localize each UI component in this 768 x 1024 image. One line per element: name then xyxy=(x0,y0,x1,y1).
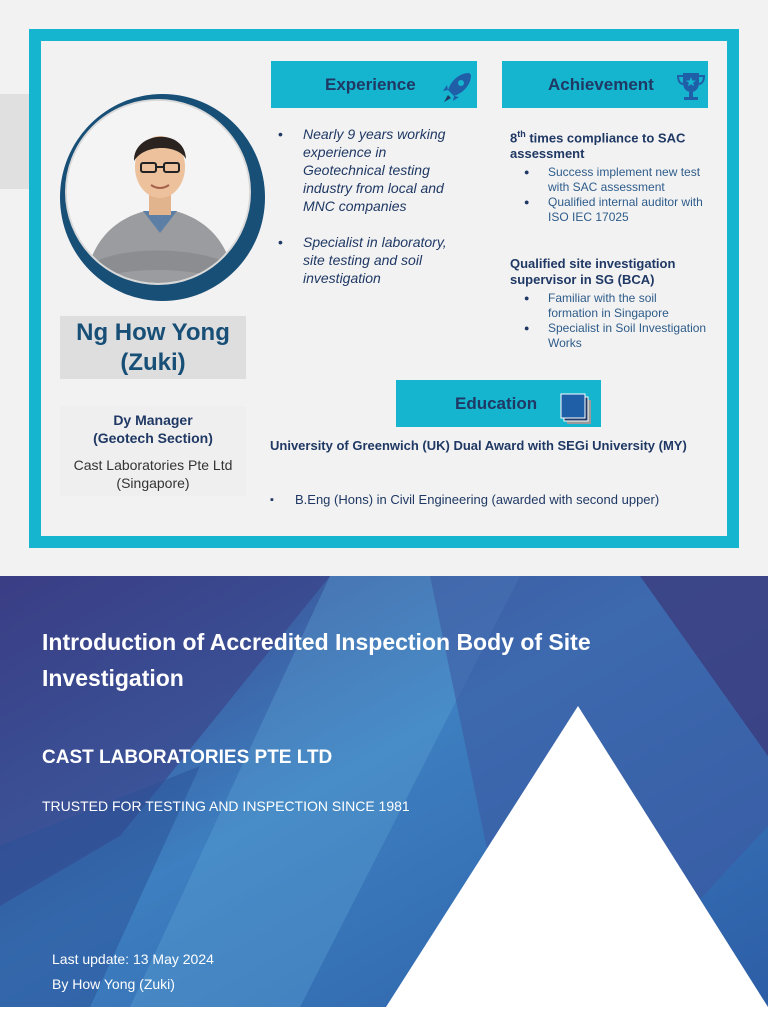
job-title xyxy=(60,411,246,447)
achievement-item: ● Success implement new test with SAC assessment xyxy=(510,165,710,195)
last-update: Last update: 13 May 2024 xyxy=(52,951,214,967)
cover-company: CAST LABORATORIES PTE LTD xyxy=(42,747,333,768)
achievement-header xyxy=(502,61,708,108)
achievement-block-2 xyxy=(510,256,710,351)
achievement-list-2 xyxy=(510,291,710,351)
company-line-2: (Singapore) xyxy=(116,475,190,491)
name-line-2: (Zuki) xyxy=(120,349,186,376)
experience-header-label: Experience xyxy=(325,74,416,94)
achievement-item: ● Specialist in Soil Investigation Works xyxy=(510,321,710,351)
achievement-title-1: 8th times compliance to SAC assessment xyxy=(510,129,686,162)
cover-slide xyxy=(0,576,768,1007)
profile-name xyxy=(60,316,246,379)
job-title-line-2: (Geotech Section) xyxy=(93,430,213,446)
name-line-1: Ng How Yong xyxy=(76,319,230,346)
books-icon xyxy=(559,392,595,426)
experience-item: • Specialist in laboratory, site testing and soil investigation xyxy=(278,233,468,287)
cover-tagline: TRUSTED FOR TESTING AND INSPECTION SINCE 1981 xyxy=(42,798,410,814)
achievement-title-2: Qualified site investigation supervisor in SG (BCA) xyxy=(510,256,676,287)
profile-photo-ring xyxy=(60,94,265,301)
experience-header xyxy=(271,61,477,108)
profile-photo xyxy=(65,99,251,285)
page-bottom-margin xyxy=(0,1007,768,1024)
education-header-label: Education xyxy=(455,393,538,413)
experience-list xyxy=(278,125,468,305)
education-header xyxy=(396,380,601,427)
achievement-item: ● Familiar with the soil formation in Singapore xyxy=(510,291,710,321)
cover-update-info xyxy=(52,947,214,997)
education-degree: ▪ B.Eng (Hons) in Civil Engineering (awarded with second upper) xyxy=(270,491,710,509)
achievement-list-1 xyxy=(510,165,710,225)
achievement-block-1 xyxy=(510,126,710,225)
company-name xyxy=(60,456,246,492)
rocket-icon xyxy=(439,69,475,105)
company-line-1: Cast Laboratories Pte Ltd xyxy=(73,457,233,473)
person-illustration xyxy=(67,101,251,285)
cover-title: Introduction of Accredited Inspection Body of Site Investigation xyxy=(42,629,591,691)
achievement-item: ● Qualified internal auditor with ISO IEC 17025 xyxy=(510,195,710,225)
achievement-header-label: Achievement xyxy=(548,74,654,94)
education-university: University of Greenwich (UK) Dual Award with SEGi University (MY) xyxy=(270,438,687,453)
trophy-icon xyxy=(674,69,708,103)
experience-item: • Nearly 9 years working experience in Geotechnical testing industry from local and MNC companies xyxy=(278,125,468,215)
author: By How Yong (Zuki) xyxy=(52,976,175,992)
job-title-line-1: Dy Manager xyxy=(113,412,193,428)
profile-role xyxy=(60,406,246,496)
